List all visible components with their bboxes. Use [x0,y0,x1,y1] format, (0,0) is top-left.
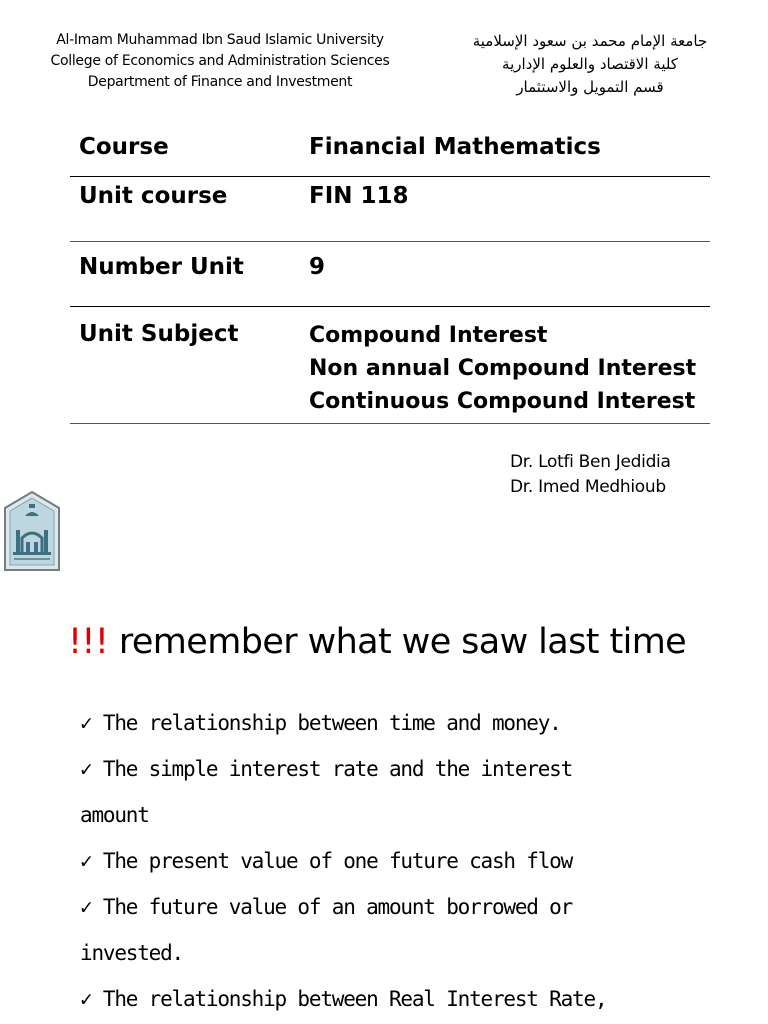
exclamation-marks: !!! [68,622,109,662]
university-logo-icon [2,490,62,574]
list-item-text: The relationship between time and money. [91,711,561,735]
subject-item: Non annual Compound Interest [309,356,697,381]
course-value: Financial Mathematics [300,128,710,177]
table-row [70,242,710,307]
department-name: Department of Finance and Investment [87,74,353,90]
check-icon: ✓ [80,987,92,1011]
check-icon: ✓ [80,849,92,873]
list-item [80,746,740,792]
subject-item: Continuous Compound Interest [309,389,696,414]
reminder-heading [68,622,686,662]
authors [510,450,671,500]
unit-course-label: Unit course [70,177,300,242]
list-item [80,884,740,930]
course-info-table [70,128,710,424]
author-name: Dr. Imed Medhioub [510,477,666,497]
check-icon: ✓ [80,711,92,735]
university-name-arabic: جامعة الإمام محمد بن سعود الإسلامية [472,32,708,50]
university-name: Al-Imam Muhammad Ibn Saud Islamic University [56,32,384,48]
author-name: Dr. Lotfi Ben Jedidia [510,452,671,472]
college-name: College of Economics and Administration Sciences [50,53,390,69]
list-item [80,700,740,746]
number-unit-value: 9 [300,242,710,307]
college-name-arabic: كلية الاقتصاد والعلوم الإدارية [502,55,678,73]
university-header-arabic [440,30,740,99]
list-item-continuation: invested. [80,941,183,965]
list-item-text: The future value of an amount borrowed or [91,895,573,919]
list-item-text: The relationship between Real Interest Rate, [91,987,607,1011]
list-item-continuation: amount [80,803,149,827]
reminder-text: remember what we saw last time [108,622,687,662]
department-name-arabic: قسم التمويل والاستثمار [516,78,664,96]
university-header-english [40,30,400,93]
recap-list [80,700,740,1022]
subject-item: Compound Interest [309,323,548,348]
unit-subject-values [300,307,710,424]
table-row [70,128,710,177]
list-item [80,976,740,1022]
unit-subject-label: Unit Subject [70,307,300,424]
number-unit-label: Number Unit [70,242,300,307]
check-icon: ✓ [80,895,92,919]
check-icon: ✓ [80,757,92,781]
list-item-text: The present value of one future cash flow [91,849,573,873]
course-label: Course [70,128,300,177]
table-row [70,177,710,242]
unit-course-value: FIN 118 [300,177,710,242]
table-row [70,307,710,424]
list-item-text: The simple interest rate and the interest [91,757,573,781]
list-item [80,838,740,884]
